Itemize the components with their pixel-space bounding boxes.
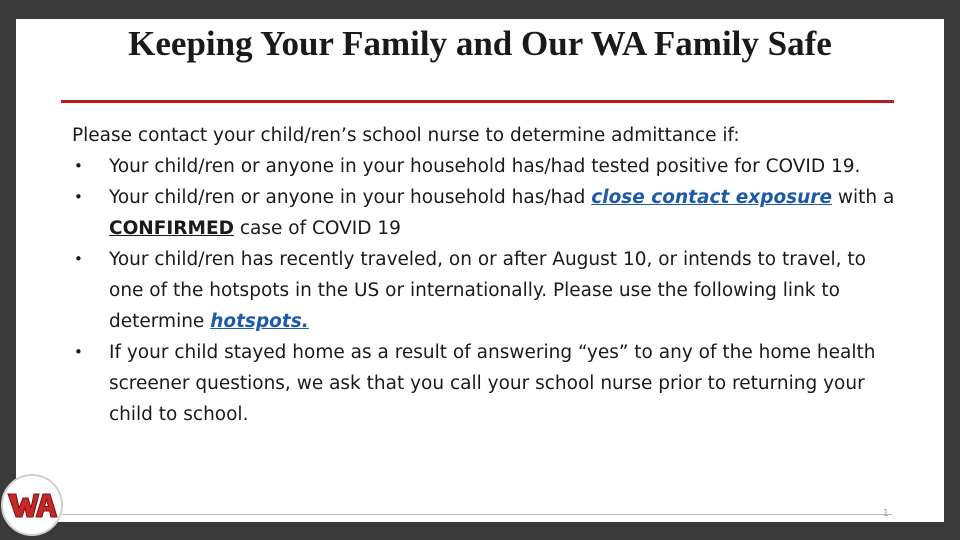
- bullet-text-pre: Your child/ren has recently traveled, on or after August 10, or intends to travel, to one of the hotspots in the US or internationally. Please use the following link to determine: [109, 249, 866, 332]
- bullet-item-2: [72, 182, 902, 244]
- bullet-text-pre: Your child/ren or anyone in your household has/had: [109, 187, 592, 208]
- bullet-text: Your child/ren or anyone in your household has/had tested positive for COVID 19.: [109, 156, 861, 177]
- slide: [16, 19, 944, 522]
- page-number: 1: [882, 508, 889, 519]
- bullet-dot-icon: •: [74, 250, 83, 268]
- bullet-text: If your child stayed home as a result of answering “yes” to any of the home health screener questions, we ask that you call your school nurse prior to returning your child to school.: [109, 342, 876, 425]
- title-divider: [61, 100, 894, 103]
- bullet-text-post: case of COVID 19: [233, 218, 401, 239]
- bullet-dot-icon: •: [74, 157, 83, 175]
- slide-title: Keeping Your Family and Our WA Family Safe: [128, 24, 832, 63]
- bullet-item-4: [72, 337, 902, 430]
- bullet-list: [72, 151, 902, 430]
- bullet-dot-icon: •: [74, 188, 83, 206]
- close-contact-exposure-link[interactable]: close contact exposure: [591, 187, 833, 208]
- intro-text: Please contact your child/ren’s school nurse to determine admittance if:: [72, 125, 740, 146]
- hotspots-link[interactable]: hotspots.: [210, 311, 309, 332]
- bullet-item-3: [72, 244, 902, 337]
- bullet-text-mid: with a: [832, 187, 895, 208]
- confirmed-emphasis: CONFIRMED: [109, 218, 234, 239]
- wa-logo-graphic: [3, 476, 61, 534]
- footer-divider: [62, 514, 892, 515]
- bullet-item-1: [72, 151, 902, 182]
- wa-school-logo-icon: [1, 474, 63, 536]
- bullet-dot-icon: •: [74, 343, 83, 361]
